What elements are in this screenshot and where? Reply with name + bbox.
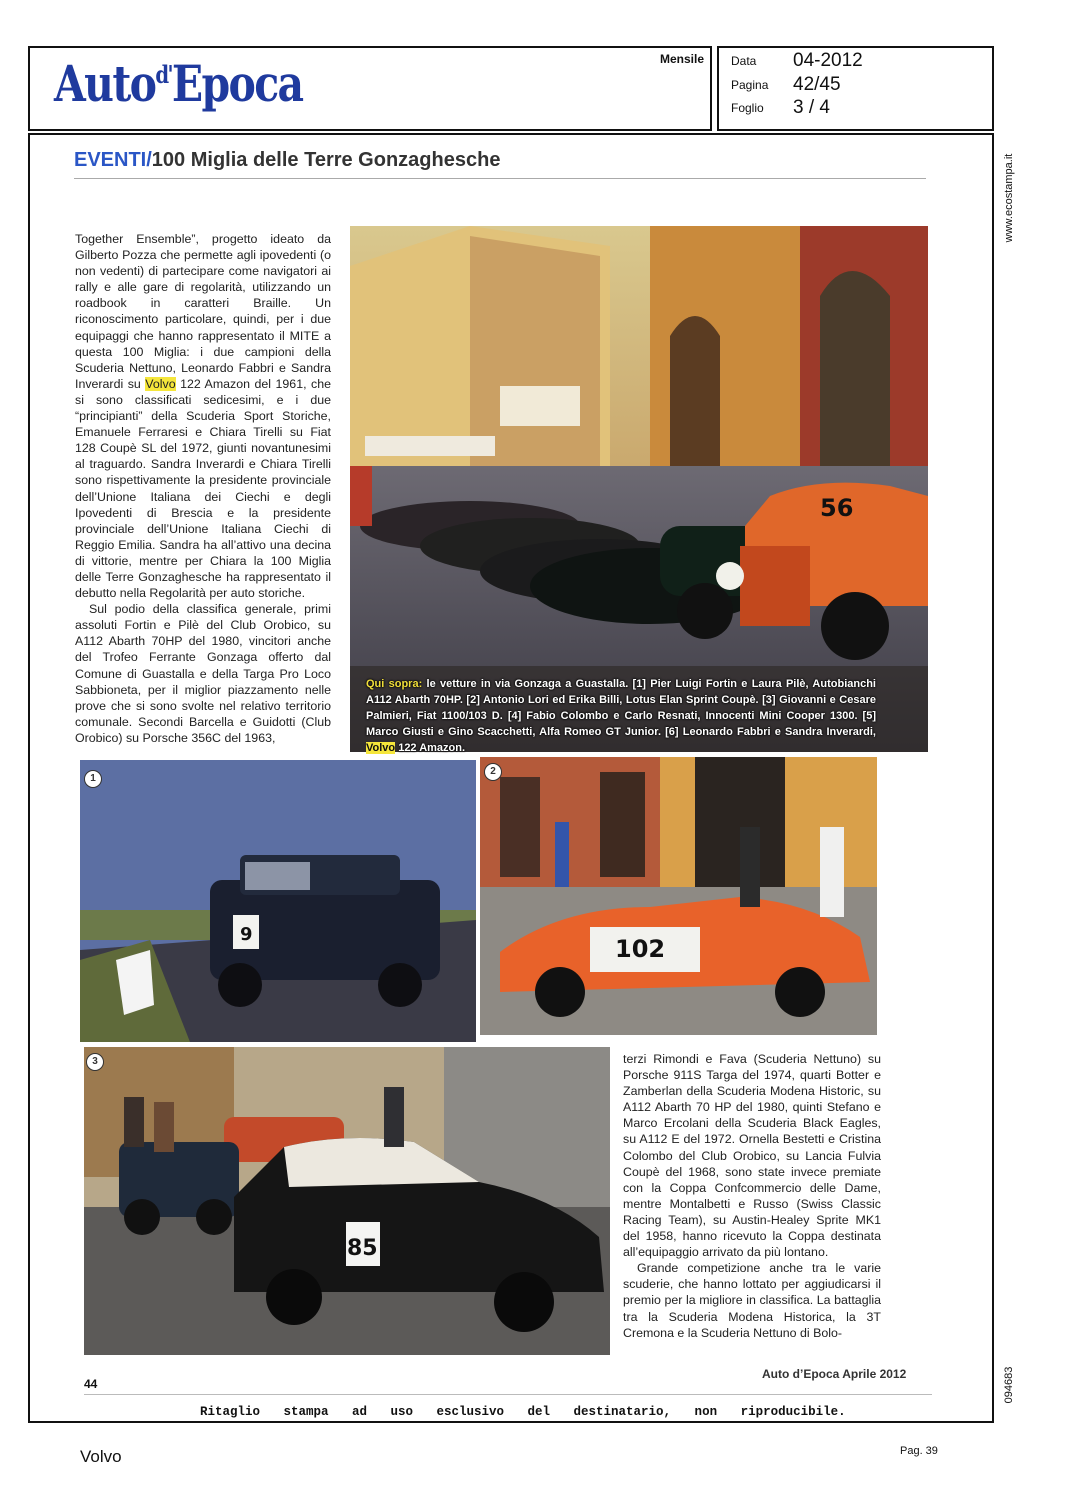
text-run: 122 Amazon del 1961, che si sono classificati sedicesimi, e i due “principianti” della Scuderia Sport Storiche, Emanuele Ferraresi e Chiara Tirelli su Fiat 128 Coupè SL del 1972, giunti novantunesimi al traguardo. Sandra Inverardi e Chiara Tirelli sono rispettivamente la presidente provinciale dell’Unione Italiana dei Ciechi e degli Ipovedenti di Brescia e la presidente provinciale dell’Unione Italiana Ciechi di Reggio Emilia. Sandra ha all’attivo una decina di vittorie, mentre per Chiara la 100 Miglia delle Terre Gonzaghesche ha rappresentato il debutto nella Regolarità per auto storiche. [75,376,331,601]
paragraph: Sul podio della classifica generale, primi assoluti Fortin e Pilè del Club Orobico, su A112 Abarth 70HP del 1980, vincitori anche del Trofeo Ferrante Gonzaga offerto dal Comune di Guastalla e della Targa Pro Loco Sabbioneta, per il miglior piazzamento nelle prove che si sono svolte nel relativo territorio comunale. Secondi Barcella e Guidotti (Club Orobico) su Porsche 356C del 1963, [75,602,331,745]
issue-label [762,1367,906,1381]
paragraph: terzi Rimondi e Fava (Scuderia Nettuno) su Porsche 911S Targa del 1974, quarti Botter e Zamberlan della Scuderia Modena Historic, su A112 Abarth 70 HP del 1980, quinti Stefano e Marco Ercolani della Scuderia Black Eagles, su A112 E del 1972. Ornella Bestetti e Cristina Colombo del Club Orobico, su Lancia Fulvia Coupè del 1968, sono state invece premiate con la Coppa Confcommercio delle Dame, mentre Montalbetti e Russo (Swiss Classic Racing Team), su Austin-Healey Sprite MK1 del 1958, hanno ricevuto la Coppa destinata all’equipaggio arrivato da più lontano. [623,1052,881,1260]
photo-3-fiat [84,1047,610,1355]
website-vertical-label [1000,148,1018,248]
logo-part-d: d' [155,60,172,89]
caption-highlight-keyword: Volvo [366,742,396,754]
photo-2-lotus [480,757,877,1035]
caption-text: 122 Amazon. [395,742,466,754]
photo-badge-3: 3 [86,1053,104,1071]
footer-rule [84,1394,932,1395]
clipping-code-label [1000,1360,1018,1410]
car-number-2: 102 [615,935,666,963]
meta-value-page: 42/45 [793,74,841,95]
page-number: 44 [84,1377,98,1391]
article-title [74,149,500,172]
masthead-box [28,46,712,131]
meta-label-page: Pagina [731,78,769,92]
photo-illustration [80,760,476,1042]
photo-caption [366,676,876,756]
publication-logo [54,54,302,113]
caption-text: le vetture in via Gonzaga a Guastalla. [1] Pier Luigi Fortin e Laura Pilè, Autobianchi A112 Abarth 70HP. [2] Antonio Lori ed Erika Billi, Lotus Elan Sprint Coupè. [3] Giovanni e Cesare Palmieri, Fiat 1100/103 D. [4] Fabio Colombo e Carlo Resnati, Innocenti Mini Cooper 1300. [5] Marco Giusti e Gino Scacchetti, Alfa Romeo GT Junior. [6] Leonardo Fabbri e Sandra Inverardi, [366,678,876,738]
car-number-main: 56 [820,494,854,522]
text-column-right [623,1051,881,1341]
meta-value-date: 04-2012 [793,50,863,71]
photo-illustration [84,1047,610,1355]
issue-magazine: Auto d’Epoca [762,1367,843,1381]
paragraph [75,231,331,601]
clipping-code-text: 094683 [1003,1366,1015,1404]
section-tag: EVENTI/ [74,149,152,171]
meta-label-sheet: Foglio [731,101,764,115]
meta-label-date: Data [731,54,757,68]
photo-1-autobianchi [80,760,476,1042]
photo-street-cars [350,226,928,752]
title-rule [74,178,926,179]
highlight-keyword: Volvo [145,376,176,391]
logo-part-epoca: Epoca [171,54,303,113]
photo-badge-1: 1 [84,770,102,788]
issue-date: Aprile 2012 [842,1367,907,1381]
meta-value-sheet: 3 / 4 [793,97,830,118]
document-page: Pag. 39 [900,1445,938,1457]
photo-illustration [480,757,877,1035]
photo-illustration [350,226,928,752]
website-text: www.ecostampa.it [1003,153,1015,243]
photo-badge-2: 2 [484,763,502,781]
text-run: Together Ensemble”, progetto ideato da Gilberto Pozza che permette agli ipovedenti (o non vedenti) di partecipare come navigatori ai rally e alle gare di regolarità, utilizzando un roadbook in caratteri Braille. Un riconoscimento particolare, quindi, per i due equipaggi che hanno rappresentato il MITE a questa 100 Miglia: i due campioni della Scuderia Nettuno, Leonardo Fabbri e Sandra Inverardi su [75,232,331,391]
car-number-3: 85 [347,1236,378,1261]
paragraph: Grande competizione anche tra le varie scuderie, che hanno lottato per aggiudicarsi il premio per la migliore in classifica. La battaglia tra la Scuderia Modena Historica, la 3T Cremona e la Scuderia Nettuno di Bolo- [623,1261,881,1340]
title-text: 100 Miglia delle Terre Gonzaghesche [151,149,501,171]
text-column-left [75,231,331,746]
car-number-1: 9 [240,924,253,945]
logo-part-auto: Auto [54,54,156,113]
client-name: Volvo [80,1447,122,1466]
metadata-box [717,46,994,131]
clipping-notice: Ritaglio stampa ad uso esclusivo del destinatario, non riproducibile. [200,1405,846,1419]
caption-lead: Qui sopra: [366,678,423,690]
frequency-label: Mensile [659,52,704,66]
